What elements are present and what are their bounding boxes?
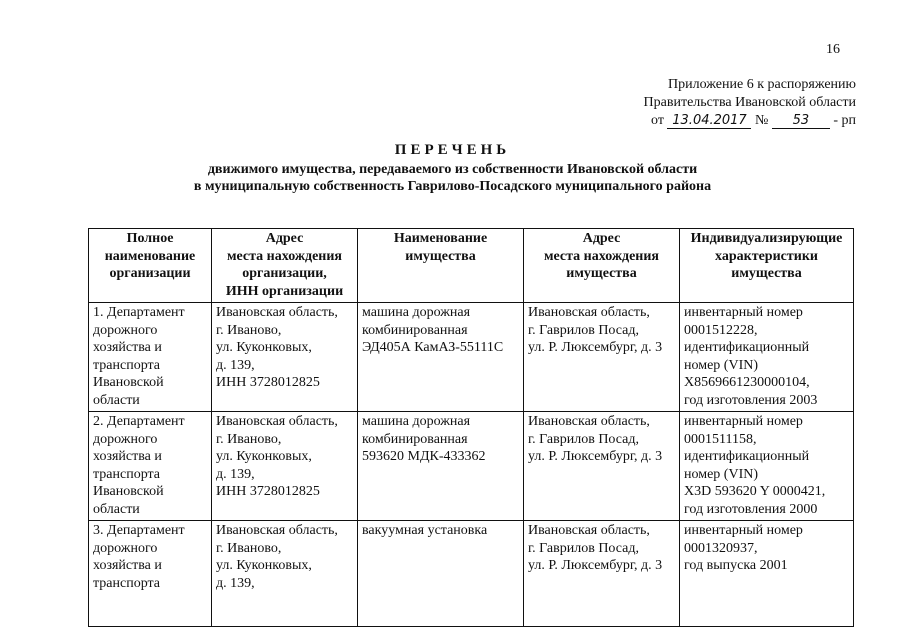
cell-organization-address: Ивановская область, г. Иваново, ул. Куконковых, д. 139,: [212, 521, 358, 627]
cell-organization-address: Ивановская область, г. Иваново, ул. Куконковых, д. 139, ИНН 3728012825: [212, 303, 358, 412]
header-characteristics: Индивидуализирующие характеристики имущества: [680, 229, 854, 303]
cell-characteristics: инвентарный номер 0001320937, год выпуска 2001: [680, 521, 854, 627]
header-property-address: Адрес места нахождения имущества: [524, 229, 680, 303]
cell-property-name: вакуумная установка: [358, 521, 524, 627]
table-row: [89, 521, 854, 627]
annex-number-label: №: [754, 113, 769, 128]
handwritten-number: 53: [772, 113, 830, 129]
annex-block: [496, 76, 856, 130]
annex-line-2: Правительства Ивановской области: [643, 95, 856, 110]
page-number: 16: [826, 42, 840, 57]
header-organization-address: Адрес места нахождения организации, ИНН организации: [212, 229, 358, 303]
cell-characteristics: инвентарный номер 0001512228, идентификационный номер (VIN) Х8569661230000104, год изготовления 2003: [680, 303, 854, 412]
document-subtitle: [0, 161, 905, 195]
header-property-name: Наименование имущества: [358, 229, 524, 303]
subtitle-line-2: в муниципальную собственность Гаврилово-Посадского муниципального района: [193, 179, 712, 194]
annex-line-1: Приложение 6 к распоряжению: [668, 77, 856, 92]
cell-organization: 1. Департамент дорожного хозяйства и транспорта Ивановской области: [89, 303, 212, 412]
cell-property-address: Ивановская область, г. Гаврилов Посад, ул. Р. Люксембург, д. 3: [524, 303, 680, 412]
cell-property-address: Ивановская область, г. Гаврилов Посад, ул. Р. Люксембург, д. 3: [524, 521, 680, 627]
table-row: [89, 303, 854, 412]
annex-date-line: [496, 112, 856, 130]
cell-characteristics: инвентарный номер 0001511158, идентификационный номер (VIN) Х3D 593620 Y 0000421, год изготовления 2000: [680, 412, 854, 521]
table-header-row: [89, 229, 854, 303]
subtitle-line-1: движимого имущества, передаваемого из собственности Ивановской области: [207, 162, 698, 177]
annex-from-label: от: [651, 113, 664, 128]
header-organization: Полное наименование организации: [89, 229, 212, 303]
cell-property-name: машина дорожная комбинированная ЭД405А КамАЗ-55111С: [358, 303, 524, 412]
cell-organization: 2. Департамент дорожного хозяйства и транспорта Ивановской области: [89, 412, 212, 521]
cell-property-name: машина дорожная комбинированная 593620 МДК-433362: [358, 412, 524, 521]
handwritten-date: 13.04.2017: [667, 113, 751, 129]
document-title: ПЕРЕЧЕНЬ: [394, 142, 511, 158]
table-row: [89, 412, 854, 521]
cell-property-address: Ивановская область, г. Гаврилов Посад, ул. Р. Люксембург, д. 3: [524, 412, 680, 521]
property-table: [88, 228, 854, 627]
cell-organization-address: Ивановская область, г. Иваново, ул. Куконковых, д. 139, ИНН 3728012825: [212, 412, 358, 521]
annex-suffix: - рп: [833, 113, 856, 128]
cell-organization: 3. Департамент дорожного хозяйства и транспорта: [89, 521, 212, 627]
